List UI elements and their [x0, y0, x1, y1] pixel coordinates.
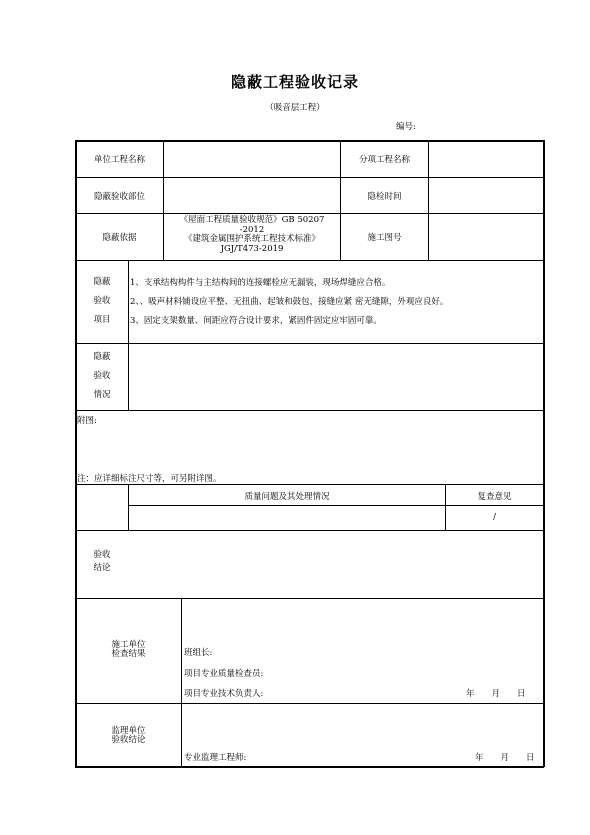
- items-label: [76, 273, 128, 330]
- row-divider: [75, 410, 544, 411]
- sub-project-label: 分项工程名称: [358, 155, 410, 165]
- attachment-label: 附图:: [77, 416, 97, 426]
- row-divider: [75, 177, 544, 178]
- construction-unit-label: [76, 641, 181, 659]
- supervising-engineer-label: 专业监理工程师:: [184, 753, 247, 763]
- tech-lead-label: 项目专业技术负责人:: [184, 689, 264, 699]
- hidden-part-label: 隐蔽验收部位: [93, 192, 145, 202]
- row-divider: [128, 505, 544, 506]
- status-label-line: 验收: [93, 371, 111, 381]
- construction-label-line: 检查结果: [111, 649, 146, 659]
- attachment-note: 注：应详细标注尺寸等，可另附详图。: [77, 474, 222, 484]
- unit-project-label: 单位工程名称: [93, 155, 145, 165]
- col-divider: [428, 140, 429, 260]
- conclusion-label: [76, 549, 128, 575]
- basis-label: 隐蔽依据: [102, 233, 137, 243]
- status-label-line: 情况: [93, 390, 111, 400]
- supervision-unit-label: [76, 727, 181, 745]
- recheck-header: 复查意见: [477, 492, 512, 502]
- drawing-no-label: 施工图号: [367, 233, 402, 243]
- hidden-time-label: 隐检时间: [367, 192, 402, 202]
- page-title: 隐蔽工程验收记录: [230, 73, 359, 91]
- items-label-line: 隐蔽: [93, 277, 111, 287]
- table-bottom-border: [75, 766, 544, 768]
- record-number-label: 编号:: [396, 122, 416, 132]
- col-divider: [181, 598, 182, 766]
- basis-line: -2012: [239, 224, 265, 235]
- recheck-value: /: [493, 512, 496, 522]
- quality-inspector-label: 项目专业质量检查员:: [184, 669, 264, 679]
- status-label: [76, 348, 128, 405]
- items-label-line: 验收: [93, 296, 111, 306]
- inspection-item-2: 2、、吸声材料铺设应平整、无扭曲、起皱和鼓包，接缝应紧 密无缝隙，外观应良好。: [130, 297, 449, 307]
- row-divider: [75, 343, 544, 344]
- basis-line: 《建筑金属围护系统工程技术标准》: [183, 234, 320, 244]
- row-divider: [75, 598, 544, 599]
- basis-standards: [164, 216, 340, 254]
- table-right-border: [543, 140, 545, 767]
- row-divider: [75, 213, 544, 214]
- construction-label-line: 施工单位: [111, 640, 146, 650]
- row-divider: [75, 703, 544, 704]
- col-divider: [128, 260, 129, 410]
- table-top-border: [75, 140, 544, 142]
- row-divider: [75, 484, 544, 485]
- page-subtitle: （吸音层工程）: [265, 103, 325, 113]
- supervision-date: 年 月 日: [475, 753, 535, 763]
- basis-line: 《屋面工程质量验收规范》GB 50207: [179, 215, 325, 225]
- supervision-label-line: 监理单位: [111, 726, 146, 736]
- inspection-item-3: 3、固定支架数量、间距应符合设计要求，紧固件固定应牢固可靠。: [130, 316, 382, 326]
- row-divider: [75, 260, 544, 261]
- quality-issues-header: 质量问题及其处理情况: [244, 492, 330, 502]
- basis-line: JGJ/T473-2019: [220, 243, 284, 254]
- team-leader-label: 班组长:: [184, 648, 213, 658]
- status-label-line: 隐蔽: [93, 352, 111, 362]
- construction-date: 年 月 日: [466, 689, 526, 699]
- conclusion-label-line: 验收: [93, 550, 111, 560]
- inspection-item-1: 1、支承结构构件与主结构间的连接螺栓应无漏装，现场焊缝应合格。: [130, 278, 391, 288]
- conclusion-label-line: 结论: [93, 563, 111, 573]
- supervision-label-line: 验收结论: [111, 735, 146, 745]
- items-label-line: 项目: [93, 315, 111, 325]
- row-divider: [75, 530, 544, 531]
